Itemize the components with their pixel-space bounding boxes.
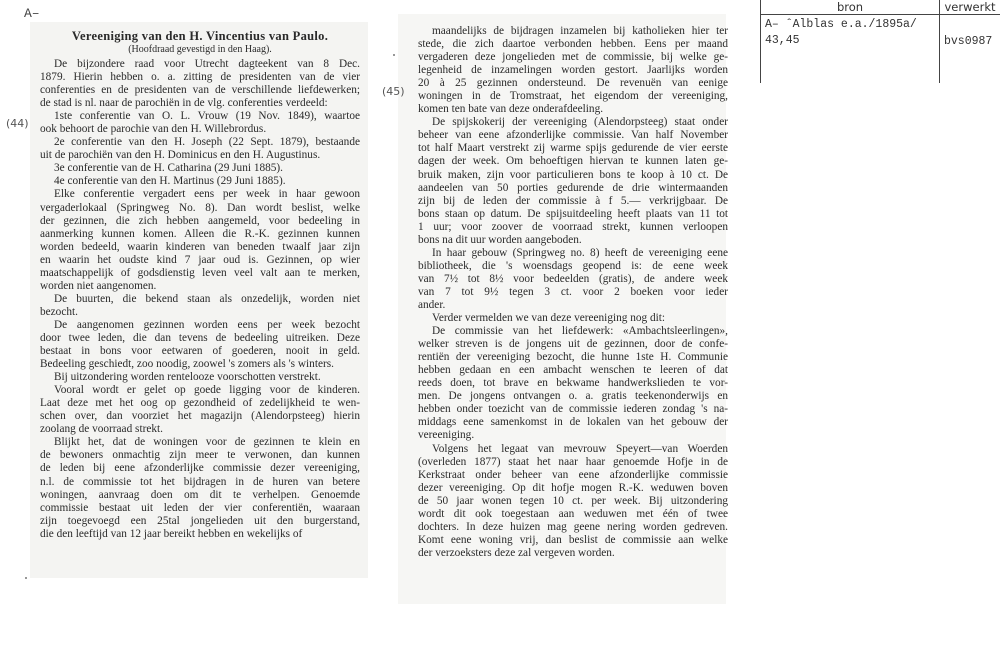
text-line: De aangenomen gezinnen worden eens per week bezocht xyxy=(54,318,360,331)
source-line: A– ˆAlblas e.a./1895a/ xyxy=(765,18,917,31)
text-line: der gezinnen, die zich hebben aangemeld, voor bedeeling in xyxy=(40,214,360,227)
text-line: Vooral wordt er gelet op goede ligging voor de kinderen. xyxy=(54,384,360,397)
paragraph xyxy=(40,58,360,110)
text-line: aandeelen van 50 porties gedurende de drie wintermaanden xyxy=(418,181,728,194)
header-bron: bron xyxy=(761,0,940,15)
text-line: maatschappelijk of godsdienstig leven veel valt aan te merken, xyxy=(40,266,360,279)
text-line: tot half Maart verstrekt zij warme spijs gedurende de vier eerste xyxy=(418,142,728,155)
paragraph xyxy=(418,325,728,442)
text-line: bons staan op datum. De spijsuitdeeling heeft plaats van 11 tot xyxy=(418,207,728,220)
text-line: dezer vereeniging. Op dit hofje mogen R.-K. weduwen boven xyxy=(418,481,728,494)
text-line: zijn toegevoegd een 25tal jongelieden uit den burgerstand, xyxy=(40,514,360,527)
paragraph xyxy=(40,136,360,162)
right-column xyxy=(418,25,728,560)
text-line: dochters. In deze huizen mag geene nering worden gedreven. xyxy=(418,520,728,533)
text-line: wordt dit ook toegestaan aan weduwen met één of twee xyxy=(418,507,728,520)
text-line: De bijzondere raad voor Utrecht dagteekent van 8 Dec. xyxy=(54,58,360,70)
text-line: reeds doen, tot brave en bekwame handwerkslieden te vor- xyxy=(418,377,728,390)
paragraph xyxy=(418,25,728,116)
source-cell xyxy=(761,15,940,84)
source-line: 43,45 xyxy=(765,34,800,47)
paragraph xyxy=(40,162,360,175)
paragraph xyxy=(40,188,360,292)
text-line: hebben gedaan en een ambacht wenschen te leeren of dat xyxy=(418,364,728,377)
paragraph xyxy=(418,116,728,246)
text-line: vergaderen deze jongelieden met de commissie, bij welke ge- xyxy=(418,51,728,64)
margin-note-left: (44) xyxy=(6,117,29,130)
text-line: beheer van eene afzonderlijke commissie. Van half November xyxy=(418,129,728,142)
text-line: ook behoort de parochie van den H. Willebrordus. xyxy=(40,123,267,136)
text-line: woningen in de Tromstraat, het eigendom der vereeniging, xyxy=(418,90,728,103)
paragraph xyxy=(418,247,728,312)
text-line: 2e conferentie van den H. Joseph (22 Sept. 1879), bestaande xyxy=(54,136,360,149)
text-line: door twee leden, die dan tevens de bedeeling uitreiken. Deze xyxy=(40,331,360,344)
text-line: zoolang de voorraad strekt. xyxy=(40,423,163,436)
paragraph xyxy=(40,293,360,319)
text-line: conferenties en de presidenten van de verschillende liefdewerken; xyxy=(40,84,360,97)
left-column xyxy=(40,29,360,541)
paragraph xyxy=(418,312,728,325)
paragraph xyxy=(40,384,360,436)
text-line: rentiën der vereeniging bezocht, die hunne 1ste H. Communie xyxy=(418,351,728,364)
text-line: 4e conferentie van den H. Martinus (29 Juni 1885). xyxy=(54,175,286,188)
text-line: worden niet aangenomen. xyxy=(40,279,157,292)
reference-table xyxy=(760,0,1000,83)
text-line: vereeniging. xyxy=(418,429,475,442)
text-line: ander. xyxy=(418,298,446,311)
text-line: De buurten, die bekend staan als onzedelijk, worden niet xyxy=(54,292,360,305)
text-line: Volgens het legaat van mevrouw Speyert—van Woerden xyxy=(432,442,728,455)
text-line: de stad is nl. naar de parochiën in de vlg. conferenties verdeeld: xyxy=(40,97,328,110)
text-line: 1 uur; voor zoover de voorraad strekt, kunnen verloopen xyxy=(418,220,728,233)
text-line: 3e conferentie van de H. Catharina (29 Juni 1885). xyxy=(54,162,283,175)
text-line: uit de parochiën van den H. Dominicus en den H. Augustinus. xyxy=(40,149,321,162)
text-line: schen over, dan voorziet het magazijn (Alendorpsteeg) hierin xyxy=(40,410,360,423)
text-line: welker streven is de jongens uit de gezinnen, door de confe- xyxy=(418,338,728,351)
paragraph xyxy=(40,319,360,371)
text-line: Bij uitzondering worden rentelooze voorschotten verstrekt. xyxy=(54,371,321,384)
text-line: Bedeeling geschiedt, zoo noodig, zoowel 's zomers als 's winters. xyxy=(40,358,334,371)
text-line: De spijskokerij der vereeniging (Alendorpsteeg) staat onder xyxy=(432,116,728,129)
text-line: In haar gebouw (Springweg no. 8) heeft de vereeniging eene xyxy=(432,246,728,259)
text-line: aanmerking kunnen komen. Alleen die R.-K. gezinnen kunnen xyxy=(40,227,360,240)
text-line: die den leeftijd van 12 jaar bereikt hebben en wekelijks of xyxy=(40,527,303,540)
scan-speck xyxy=(393,54,395,56)
text-line: maandelijks de bijdragen inzamelen bij katholieken hier ter xyxy=(432,25,728,37)
archive-marker: A– xyxy=(24,6,40,21)
text-line: Komt eene woning vrij, dan beslist de commissie aan welke xyxy=(418,533,728,546)
text-line: commissie bestaat uit leden der vier conferentiën, waaraan xyxy=(40,501,360,514)
text-line: legenheid de inzamelingen worden gestort. Jaarlijks worden xyxy=(418,64,728,77)
right-paragraphs xyxy=(418,25,728,560)
text-line: Laat deze met het oog op gezondheid of zedelijkheid te wen- xyxy=(40,397,360,410)
text-line: 1879. Hierin hebben o. a. zitting de presidenten van de vier xyxy=(40,71,360,84)
text-line: 1ste conferentie van O. L. Vrouw (19 Nov. 1849), waartoe xyxy=(54,110,360,123)
text-line: (overleden 1877) staat het naar haar genoemde Hofje in de xyxy=(418,455,728,468)
header-verwerkt: verwerkt xyxy=(940,0,1000,15)
text-line: de leden bij eene afzonderlijke commissie dezer vereeniging, xyxy=(40,462,360,475)
article-subtitle: (Hoofdraad gevestigd in den Haag). xyxy=(128,44,272,55)
text-line: komen ten bate van deze onderafdeeling. xyxy=(418,103,604,116)
text-line: Verder vermelden we van deze vereeniging nog dit: xyxy=(432,312,666,325)
text-line: vergaderlokaal (Springweg No. 8). Dan wordt beslist, welke xyxy=(40,201,360,214)
text-line: n.l. de commissie tot het bijdragen in de huren van betere xyxy=(40,475,360,488)
paragraph xyxy=(40,110,360,136)
text-line: de 50 jaar wonen tegen 10 ct. per week. Bij uitzondering xyxy=(418,494,728,507)
text-line: worden bedeeld, waarin kinderen van beneden twaalf jaar zijn xyxy=(40,240,360,253)
paragraph xyxy=(40,371,360,384)
text-line: der verzoeksters deze zal vergeven worden. xyxy=(418,546,615,559)
paragraph xyxy=(40,175,360,188)
text-line: 20 à 25 gezinnen ondersteund. De revenuën van eenige xyxy=(418,77,728,90)
left-paragraphs xyxy=(40,58,360,541)
text-line: van 7½ tot 8½ voor bedeelden (gratis), de andere week xyxy=(418,272,728,285)
text-line: middags eene samenkomst in de lokalen van het gebouw der xyxy=(418,416,728,429)
paragraph xyxy=(418,443,728,560)
text-line: Kerkstraat onder beheer van eene afzonderlijke commissie xyxy=(418,468,728,481)
text-line: Elke conferentie vergadert eens per week in haar gewoon xyxy=(54,188,360,201)
text-line: van 7 tot 9½ tegen 3 ct. voor 2 boeken voor ieder xyxy=(418,285,728,298)
text-line: bons na dit uur worden aangeboden. xyxy=(418,233,582,246)
text-line: bezocht. xyxy=(40,305,78,318)
text-line: woningen, aanvraag doen om dit te verhelpen. Genoemde xyxy=(40,488,360,501)
text-line: stede, die zich daartoe verbonden hebben. Eens per maand xyxy=(418,38,728,51)
text-line: de bewoners onmachtig zijn meer te verwonen, dan kunnen xyxy=(40,449,360,462)
paragraph xyxy=(40,436,360,540)
text-line: bruik maken, zijn voor particulieren bons te koop à 10 ct. De xyxy=(418,168,728,181)
text-line: hebben onder toezicht van de commissie iederen zondag 's na- xyxy=(418,403,728,416)
processed-cell: bvs0987 xyxy=(944,35,993,48)
text-line: zijn bij de leden der commissie à f 5.— verkrijgbaar. De xyxy=(418,194,728,207)
text-line: Blijkt het, dat de woningen voor de gezinnen te klein en xyxy=(54,436,360,449)
text-line: dagen der week. Om behoeftigen hiervan te kunnen laten ge- xyxy=(418,155,728,168)
text-line: bestaat in bons voor eetwaren of goederen, nooit in geld. xyxy=(40,345,360,358)
article-title: Vereeniging van den H. Vincentius van Paulo. xyxy=(71,29,329,43)
text-line: men. De jongens ontvangen o. a. gratis teekenonderwijs en xyxy=(418,390,728,403)
margin-note-right: (45) xyxy=(382,85,405,98)
text-line: De commissie van het liefdewerk: «Ambachtsleerlingen», xyxy=(432,325,728,338)
text-line: bibliotheek, die 's woensdags geopend is: de eene week xyxy=(418,259,728,272)
text-line: en waarin het oudste kind 7 jaar oud is. Gezinnen, op wier xyxy=(40,253,360,266)
scan-speck xyxy=(25,577,27,579)
